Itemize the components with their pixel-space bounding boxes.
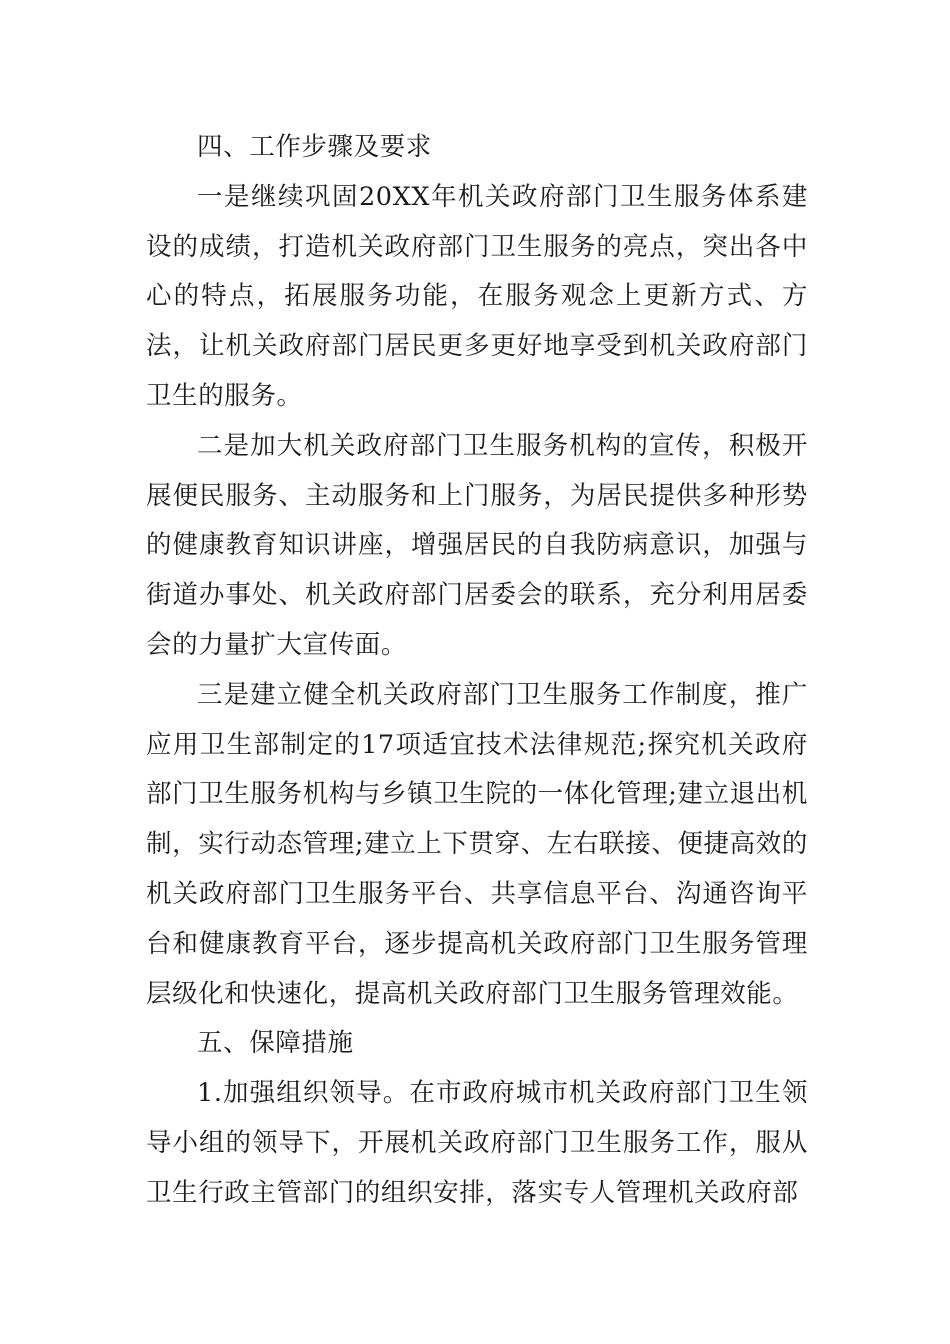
paragraph-item-three: 三是建立健全机关政府部门卫生服务工作制度，推广应用卫生部制定的17项适宜技术法律规范;探究机关政府部门卫生服务机构与乡镇卫生院的一体化管理;建立退出机制，实行动态管理;建立上下贯穿、左右联接、便捷高效的机关政府部门卫生服务平台、共享信息平台、沟通咨询平台和健康教育平台，逐步提高机关政府部门卫生服务管理层级化和快速化，提高机关政府部门卫生服务管理效能。 bbox=[146, 679, 808, 1009]
paragraph-item-one: 一是继续巩固20XX年机关政府部门卫生服务体系建设的成绩，打造机关政府部门卫生服务的亮点，突出各中心的特点，拓展服务功能，在服务观念上更新方式、方法，让机关政府部门居民更多更好地享受到机关政府部门卫生的服务。 bbox=[146, 181, 808, 411]
section-heading-safeguards: 五、保障措施 bbox=[197, 1028, 354, 1059]
document-body bbox=[146, 123, 808, 1219]
section-heading-work-steps: 四、工作步骤及要求 bbox=[197, 132, 432, 162]
paragraph-item-two: 二是加大机关政府部门卫生服务机构的宣传，积极开展便民服务、主动服务和上门服务，为居民提供多种形势的健康教育知识讲座，增强居民的自我防病意识，加强与街道办事处、机关政府部门居委会的联系，充分利用居委会的力量扩大宣传面。 bbox=[146, 430, 808, 660]
paragraph-safeguard-one: 1.加强组织领导。在市政府城市机关政府部门卫生领导小组的领导下，开展机关政府部门卫生服务工作，服从卫生行政主管部门的组织安排，落实专人管理机关政府部 bbox=[146, 1078, 808, 1208]
